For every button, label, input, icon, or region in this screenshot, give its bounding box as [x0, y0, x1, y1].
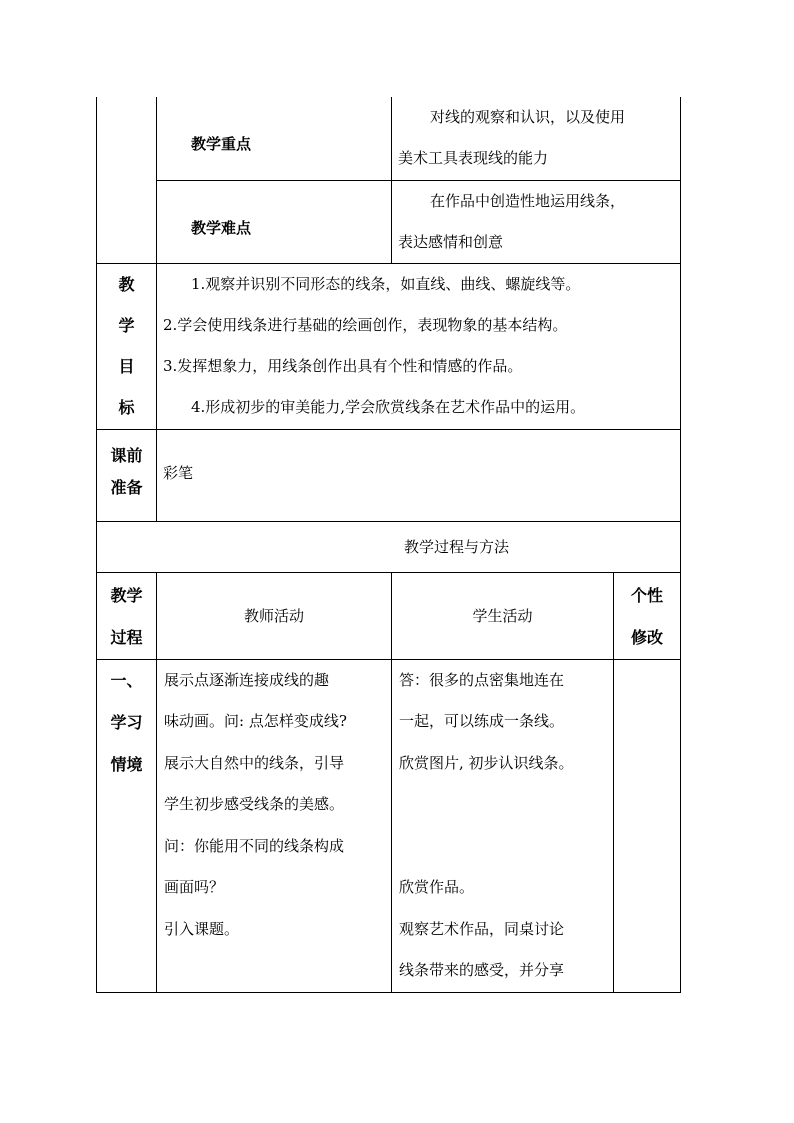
- student-line: 答：很多的点密集地连在: [399, 670, 565, 689]
- objectives-label-char: 标: [118, 397, 135, 417]
- stage1-label: [97, 659, 157, 992]
- header-stage: [97, 572, 157, 659]
- header-stage-line2: 过程: [110, 627, 143, 647]
- difficulties-label: 教学难点: [157, 180, 392, 263]
- header-edit-line2: 修改: [631, 627, 664, 647]
- objectives-row: [97, 263, 681, 429]
- difficulties-line2: 表达感情和创意: [398, 232, 504, 251]
- objectives-list: [157, 263, 681, 429]
- blank-cell: [97, 97, 157, 263]
- key-points-label: 教学重点: [157, 97, 392, 180]
- preparation-label: [97, 429, 157, 521]
- key-points-text: [392, 97, 681, 180]
- objectives-label-char: 学: [118, 315, 135, 335]
- objectives-label-char: 目: [118, 356, 135, 376]
- header-edit-line1: 个性: [631, 585, 664, 605]
- preparation-row: [97, 429, 681, 521]
- process-header-row: [97, 572, 681, 659]
- key-points-line1: 对线的观察和认识，以及使用: [430, 108, 626, 126]
- teacher-line: 问：你能用不同的线条构成: [164, 836, 345, 855]
- objective-item: 2.学会使用线条进行基础的绘画创作，表现物象的基本结构。: [163, 315, 568, 334]
- preparation-label-line2: 准备: [110, 477, 143, 497]
- stage1-row: [97, 659, 681, 992]
- student-line: 一起，可以练成一条线。: [399, 712, 565, 730]
- difficulties-line1: 在作品中创造性地运用线条，: [430, 191, 626, 210]
- teacher-line: 味动画。问: 点怎样变成线?: [164, 712, 347, 730]
- student-blank-line: [399, 826, 607, 868]
- teacher-line: 展示点逐渐连接成线的趣: [164, 670, 330, 689]
- header-stage-line1: 教学: [110, 585, 143, 605]
- process-title-row: [97, 521, 681, 572]
- lesson-plan-sheet: [96, 97, 680, 993]
- objective-item: 3.发挥想象力，用线条创作出具有个性和情感的作品。: [163, 356, 523, 375]
- student-blank-line: [399, 784, 607, 826]
- stage1-student-activity: [392, 659, 614, 992]
- student-line: 线条带来的感受，并分享: [399, 961, 565, 979]
- stage1-teacher-activity: [157, 659, 392, 992]
- objective-item: 4.形成初步的审美能力,学会欣赏线条在艺术作品中的运用。: [191, 397, 586, 416]
- key-points-line2: 美术工具表现线的能力: [398, 149, 549, 167]
- teacher-line: 引入课题。: [164, 919, 240, 938]
- student-line: 观察艺术作品，同桌讨论: [399, 919, 565, 938]
- objective-item: 1.观察并识别不同形态的线条，如直线、曲线、螺旋线等。: [191, 274, 581, 293]
- lesson-plan-table: [96, 97, 681, 993]
- difficulties-row: [97, 180, 681, 263]
- header-teacher-activity: 教师活动: [157, 572, 392, 659]
- teacher-line: 展示大自然中的线条，引导: [164, 753, 345, 772]
- student-line: 欣赏图片, 初步认识线条。: [399, 753, 574, 772]
- student-line: 欣赏作品。: [399, 878, 475, 896]
- process-section-title: 教学过程与方法: [97, 521, 681, 572]
- stage1-label-line3: 情境: [110, 754, 143, 774]
- objectives-label-char: 教: [118, 274, 135, 294]
- teacher-line: 学生初步感受线条的美感。: [164, 795, 345, 813]
- stage1-label-line1: 一、: [110, 670, 143, 690]
- teacher-line: 画面吗？: [164, 878, 225, 896]
- stage1-label-line2: 学习: [110, 712, 143, 732]
- preparation-label-line1: 课前: [110, 445, 143, 465]
- objectives-label: [97, 263, 157, 429]
- stage1-personal-edit: [614, 659, 681, 992]
- header-personal-edit: [614, 572, 681, 659]
- header-student-activity: 学生活动: [392, 572, 614, 659]
- key-points-row: [97, 97, 681, 180]
- difficulties-text: [392, 180, 681, 263]
- preparation-value: 彩笔: [157, 429, 681, 521]
